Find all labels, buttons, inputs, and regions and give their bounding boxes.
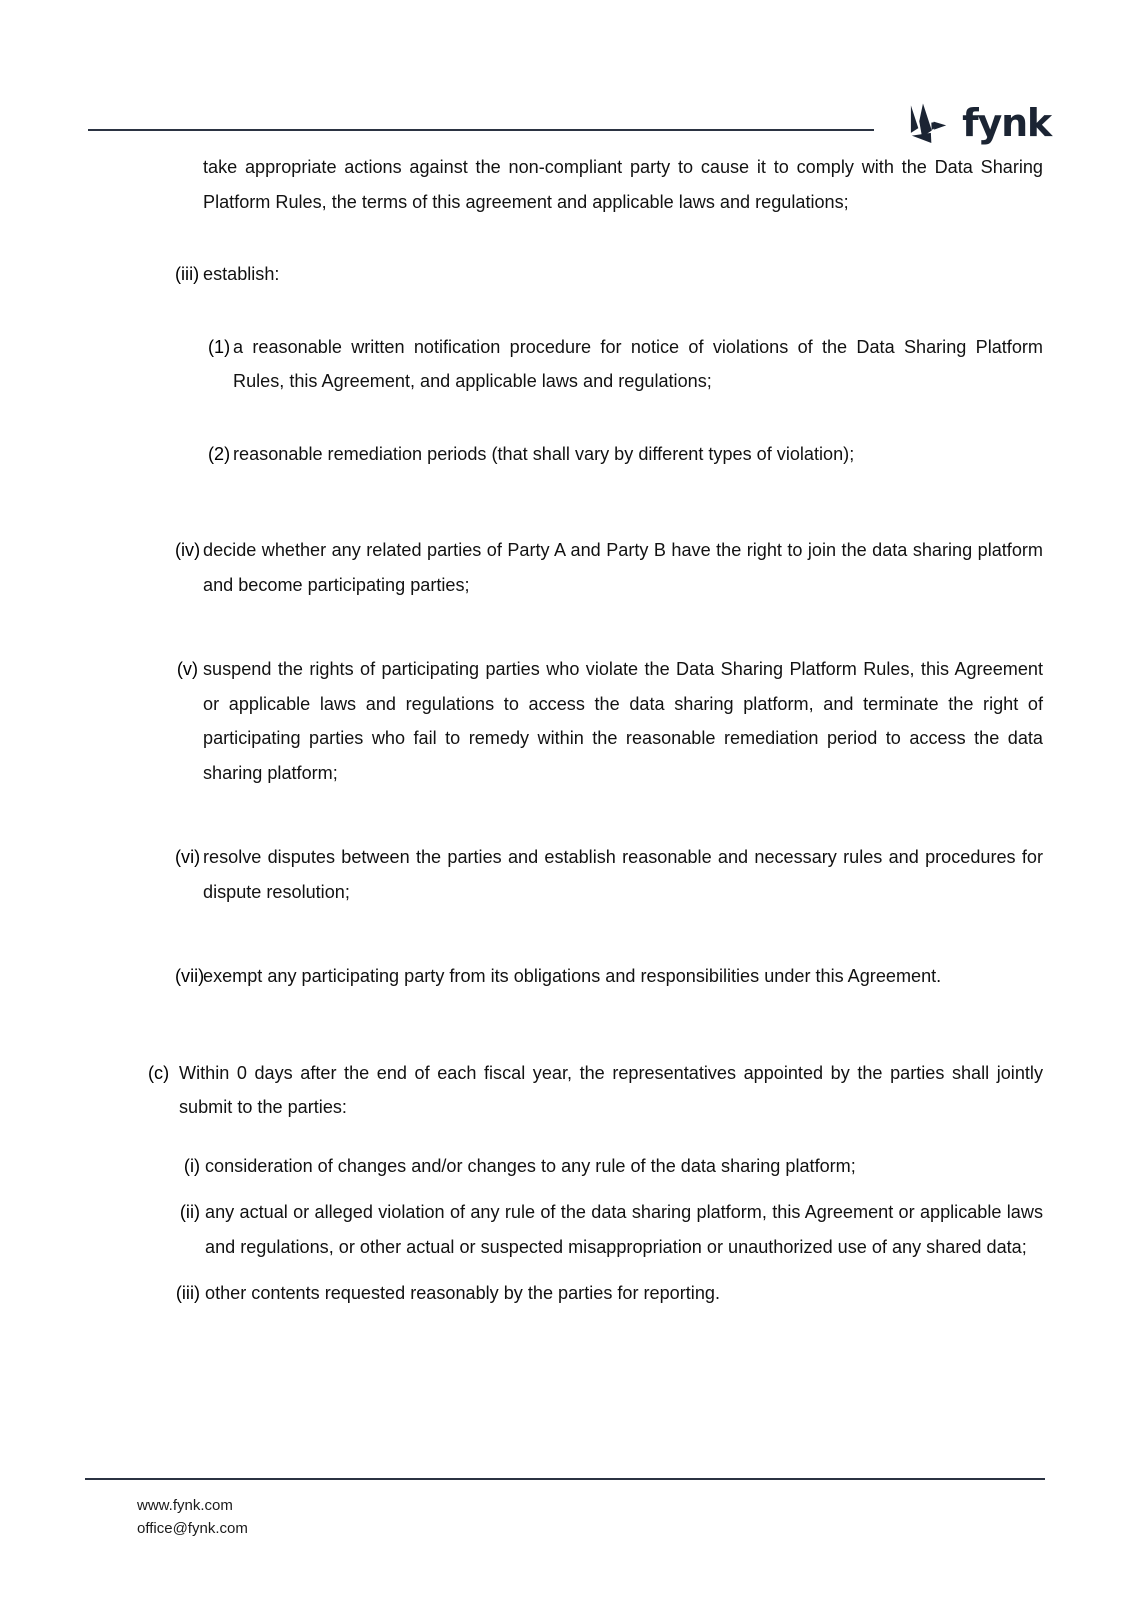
header-divider (88, 129, 874, 131)
footer-contact (137, 1494, 248, 1540)
paragraph-text: a reasonable written notification procedure for notice of violations of the Data Sharing Platform Rules, this Agreement, and applicable laws and regulations; (233, 336, 1043, 391)
footer-email[interactable]: office@fynk.com (137, 1520, 248, 1537)
list-marker: (iv) (175, 540, 201, 560)
paragraph-text: Within 0 days after the end of each fiscal year, the representatives appointed by the parties shall jointly submit to the parties: (179, 1062, 1043, 1117)
paragraph-text: take appropriate actions against the non-compliant party to cause it to comply with the Data Sharing Platform Rules, the terms of this agreement and applicable laws and regulations; (203, 157, 1043, 212)
list-item-c (148, 1056, 1043, 1125)
list-marker: (vi) (175, 847, 201, 867)
fynk-logo (903, 96, 1051, 152)
paragraph-text: any actual or alleged violation of any rule of the data sharing platform, this Agreement or applicable laws and regulations, or other actual or suspected misappropriation or unauthorized use of any shared data; (205, 1202, 1043, 1257)
paragraph-text: establish: (203, 264, 280, 284)
list-marker: (vii) (175, 966, 205, 986)
list-item-2 (208, 437, 1043, 472)
footer-website[interactable]: www.fynk.com (137, 1497, 233, 1514)
list-marker: (1) (208, 336, 231, 357)
document-body (0, 150, 1131, 1311)
paragraph-continuation (203, 150, 1043, 219)
list-item-iii (175, 257, 1043, 292)
page-header (0, 96, 1131, 156)
paragraph-text: consideration of changes and/or changes to any rule of the data sharing platform; (205, 1155, 856, 1176)
list-marker: (v) (176, 659, 198, 679)
list-marker: (c) (148, 1062, 170, 1083)
paragraph-text: suspend the rights of participating parties who violate the Data Sharing Platform Rules, this Agreement or applicable laws and regulations to access the data sharing platform, and terminate the right of participating parties who fail to remedy within the reasonable remediation period to access the data sharing platform; (203, 659, 1043, 783)
list-item-c-iii (170, 1276, 1043, 1311)
list-item-vii (175, 959, 1043, 994)
list-item-vi (175, 840, 1043, 909)
list-marker: (iii) (175, 1283, 200, 1303)
list-item-v (175, 652, 1043, 790)
fynk-wordmark: fynk (962, 100, 1051, 145)
list-marker: (2) (208, 443, 231, 464)
list-item-iv (175, 533, 1043, 602)
paragraph-text: resolve disputes between the parties and establish reasonable and necessary rules and procedures for dispute resolution; (203, 847, 1043, 902)
list-marker: (ii) (179, 1202, 200, 1222)
list-marker: (iii) (175, 264, 200, 284)
list-item-c-ii (170, 1195, 1043, 1264)
list-item-1 (208, 330, 1043, 399)
footer-divider (85, 1478, 1045, 1480)
paragraph-text: reasonable remediation periods (that shall vary by different types of violation); (233, 443, 855, 464)
fynk-origami-bird-logo-icon (903, 99, 953, 149)
list-item-c-i (170, 1149, 1043, 1184)
list-marker: (i) (183, 1155, 200, 1176)
paragraph-text: exempt any participating party from its obligations and responsibilities under this Agreement. (203, 966, 942, 986)
paragraph-text: decide whether any related parties of Party A and Party B have the right to join the data sharing platform and become participating parties; (203, 540, 1043, 595)
paragraph-text: other contents requested reasonably by the parties for reporting. (205, 1283, 720, 1303)
